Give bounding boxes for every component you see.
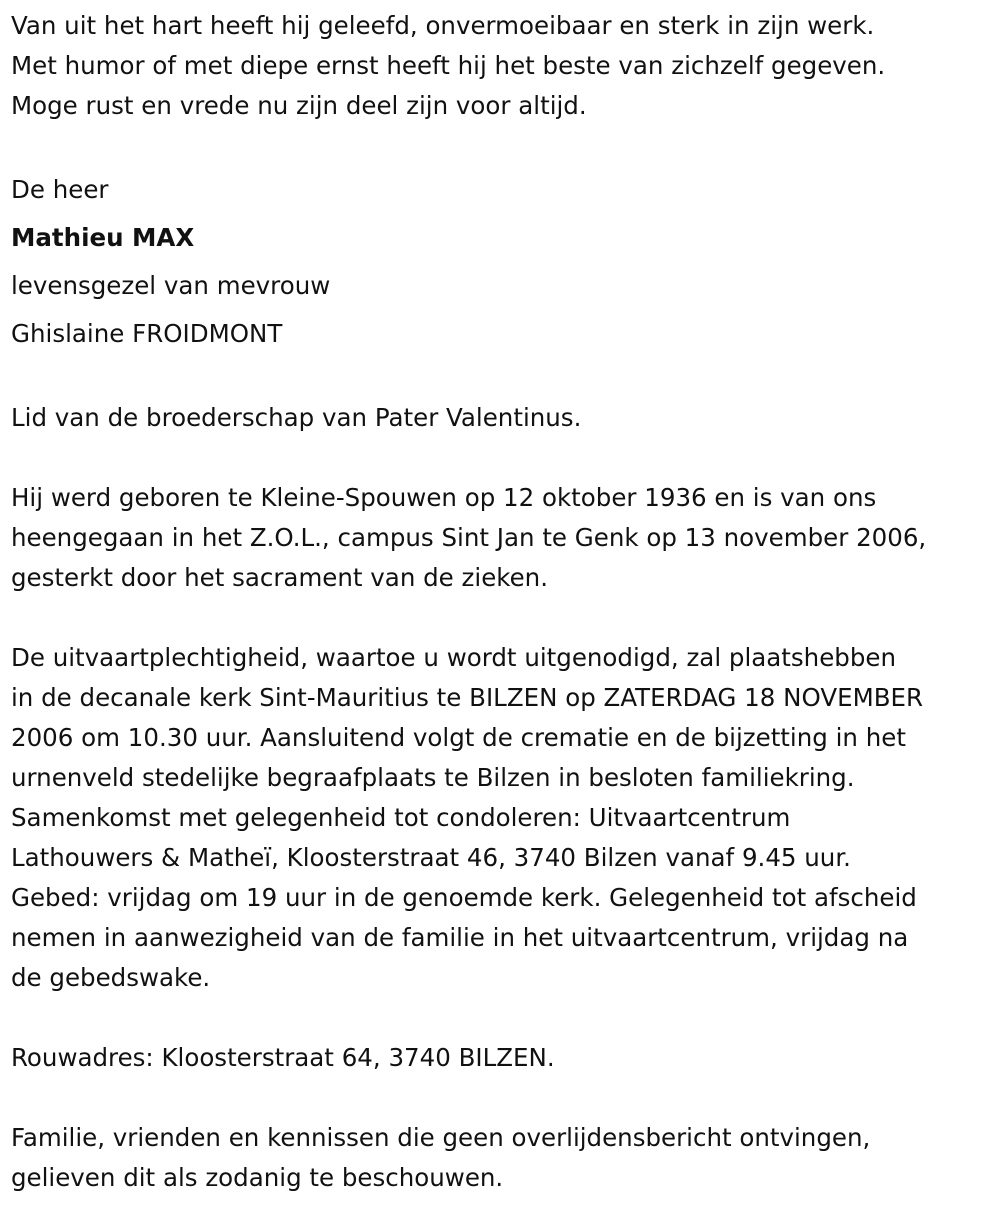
funeral-line: 2006 om 10.30 uur. Aansluitend volgt de crematie en de bijzetting in het — [11, 723, 906, 752]
birth-death-paragraph — [11, 478, 995, 598]
funeral-line: Lathouwers & Matheï, Kloosterstraat 46, 3740 Bilzen vanaf 9.45 uur. — [11, 843, 851, 872]
spacer — [11, 598, 995, 638]
membership-paragraph — [11, 398, 995, 438]
funeral-line: Samenkomst met gelegenheid tot condoleren: Uitvaartcentrum — [11, 803, 791, 832]
funeral-line: Gebed: vrijdag om 19 uur in de genoemde kerk. Gelegenheid tot afscheid — [11, 883, 917, 912]
spacer — [11, 126, 995, 166]
closing-line: Familie, vrienden en kennissen die geen overlijdensbericht ontvingen, — [11, 1123, 871, 1152]
birth-death-line: Hij werd geboren te Kleine-Spouwen op 12 oktober 1936 en is van ons — [11, 483, 877, 512]
address-paragraph — [11, 1038, 995, 1078]
spacer — [11, 438, 995, 478]
funeral-line: nemen in aanwezigheid van de familie in het uitvaartcentrum, vrijdag na — [11, 923, 909, 952]
relation-text: levensgezel van mevrouw — [11, 271, 331, 300]
deceased-name: Mathieu MAX — [11, 223, 195, 252]
membership-text: Lid van de broederschap van Pater Valentinus. — [11, 403, 582, 432]
closing-line: gelieven dit als zodanig te beschouwen. — [11, 1163, 504, 1192]
intro-line: Moge rust en vrede nu zijn deel zijn voor altijd. — [11, 91, 587, 120]
funeral-line: in de decanale kerk Sint-Mauritius te BILZEN op ZATERDAG 18 NOVEMBER — [11, 683, 924, 712]
spacer — [11, 998, 995, 1038]
spacer — [11, 358, 995, 398]
salutation: De heer — [11, 175, 109, 204]
birth-death-line: heengegaan in het Z.O.L., campus Sint Jan te Genk op 13 november 2006, — [11, 523, 927, 552]
funeral-line: urnenveld stedelijke begraafplaats te Bilzen in besloten familiekring. — [11, 763, 855, 792]
mourning-address: Rouwadres: Kloosterstraat 64, 3740 BILZEN. — [11, 1043, 555, 1072]
spacer — [11, 1078, 995, 1118]
obituary-document — [11, 6, 995, 1198]
funeral-line: De uitvaartplechtigheid, waartoe u wordt uitgenodigd, zal plaatshebben — [11, 643, 896, 672]
intro-line: Met humor of met diepe ernst heeft hij het beste van zichzelf gegeven. — [11, 51, 886, 80]
person-block — [11, 166, 995, 358]
funeral-line: de gebedswake. — [11, 963, 211, 992]
partner-name: Ghislaine FROIDMONT — [11, 319, 283, 348]
intro-line: Van uit het hart heeft hij geleefd, onvermoeibaar en sterk in zijn werk. — [11, 11, 875, 40]
funeral-paragraph — [11, 638, 995, 998]
birth-death-line: gesterkt door het sacrament van de zieken. — [11, 563, 548, 592]
intro-paragraph — [11, 6, 995, 126]
closing-paragraph — [11, 1118, 995, 1198]
